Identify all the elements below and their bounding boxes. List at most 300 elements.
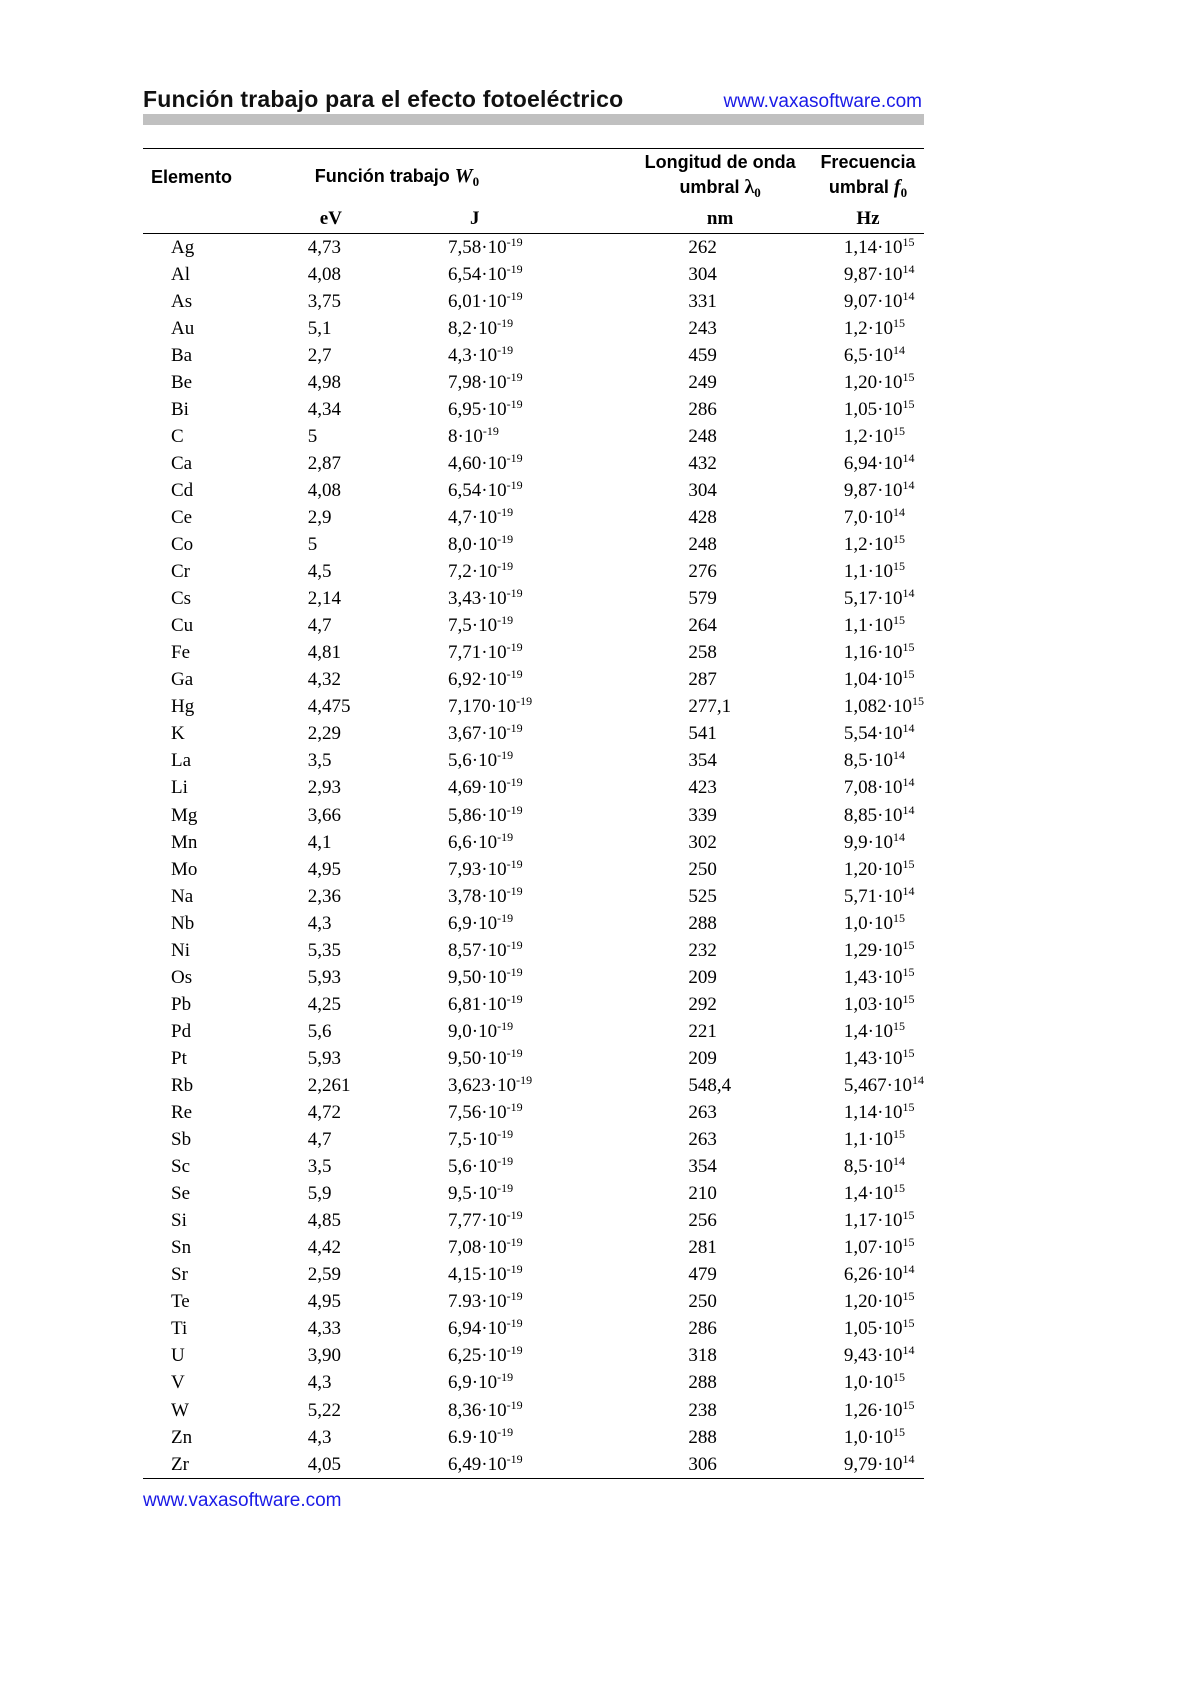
- frequency-exponent: 15: [912, 694, 924, 709]
- joules-mantissa: 8·10: [448, 425, 483, 447]
- cell-joules: [448, 423, 628, 450]
- cell-wavelength: 579: [688, 588, 717, 610]
- header-lambda-sub: 0: [754, 184, 761, 200]
- cell-element: Sb: [171, 1129, 192, 1151]
- cell-ev: 4,7: [307, 615, 332, 637]
- cell-wavelength: 548,4: [688, 1074, 732, 1096]
- table-row: [143, 910, 924, 937]
- joules-exponent: -19: [506, 1262, 523, 1277]
- cell-frequency: [812, 1154, 924, 1181]
- cell-wavelength: 304: [688, 479, 717, 501]
- frequency-mantissa: 1,43·10: [843, 966, 903, 988]
- cell-ev: 5,1: [307, 317, 332, 339]
- frequency-exponent: 15: [893, 910, 905, 925]
- frequency-mantissa: 6,26·10: [843, 1264, 903, 1286]
- table-row: [143, 1208, 924, 1235]
- cell-ev: 4,73: [307, 236, 342, 258]
- frequency-exponent: 14: [902, 586, 915, 601]
- cell-frequency: [812, 748, 924, 775]
- header-work-sub: 0: [472, 173, 480, 189]
- cell-wavelength: 541: [688, 723, 717, 745]
- joules-mantissa: 8,0·10: [448, 534, 498, 556]
- joules-exponent: -19: [506, 1316, 523, 1331]
- cell-element: Ba: [171, 344, 193, 366]
- cell-frequency: [812, 369, 924, 396]
- cell-element: Co: [171, 534, 194, 556]
- table-row: [143, 667, 924, 694]
- cell-wavelength: 354: [688, 1156, 717, 1178]
- joules-mantissa: 3,67·10: [448, 723, 507, 745]
- cell-frequency: [812, 261, 924, 288]
- site-link-top[interactable]: www.vaxasoftware.com: [723, 91, 922, 112]
- cell-ev: 5,93: [307, 966, 342, 988]
- cell-frequency: [812, 1451, 924, 1479]
- table-row: [143, 748, 924, 775]
- frequency-exponent: 14: [902, 477, 915, 492]
- work-function-table: [143, 148, 924, 1479]
- joules-exponent: -19: [506, 802, 523, 817]
- cell-element: W: [171, 1399, 189, 1421]
- table-row: [143, 1127, 924, 1154]
- cell-wavelength: 250: [688, 1291, 717, 1313]
- cell-wavelength: 286: [688, 1318, 717, 1340]
- joules-exponent: -19: [506, 667, 523, 682]
- cell-joules: [448, 910, 628, 937]
- cell-element: Mo: [171, 858, 198, 880]
- cell-wavelength: 318: [688, 1345, 717, 1367]
- joules-mantissa: 3,623·10: [448, 1074, 517, 1096]
- table-row: [143, 1424, 924, 1451]
- joules-mantissa: 6,01·10: [448, 290, 507, 312]
- page-title: Función trabajo para el efecto fotoeléctrico: [143, 86, 624, 112]
- joules-exponent: -19: [497, 613, 514, 628]
- table-row: [143, 964, 924, 991]
- frequency-mantissa: 1,0·10: [843, 1372, 893, 1394]
- frequency-exponent: 15: [902, 1289, 915, 1304]
- cell-frequency: [812, 1424, 924, 1451]
- table-row: [143, 640, 924, 667]
- cell-element: Se: [171, 1183, 190, 1205]
- cell-joules: [448, 1262, 628, 1289]
- frequency-mantissa: 6,5·10: [843, 344, 893, 366]
- joules-exponent: -19: [497, 1127, 514, 1142]
- joules-mantissa: 8,2·10: [448, 317, 498, 339]
- frequency-exponent: 15: [902, 234, 915, 249]
- joules-mantissa: 6,9·10: [448, 912, 498, 934]
- frequency-mantissa: 1,0·10: [843, 912, 893, 934]
- cell-joules: [448, 504, 628, 531]
- cell-joules: [448, 1127, 628, 1154]
- cell-ev: 5: [307, 425, 318, 447]
- joules-mantissa: 8,36·10: [448, 1399, 507, 1421]
- joules-exponent: -19: [497, 504, 514, 519]
- cell-element: Pb: [171, 993, 192, 1015]
- frequency-exponent: 15: [902, 396, 915, 411]
- joules-exponent: -19: [506, 586, 523, 601]
- unit-element: [143, 205, 300, 234]
- cell-joules: [448, 937, 628, 964]
- cell-ev: 5,35: [307, 939, 342, 961]
- cell-joules: [448, 559, 628, 586]
- cell-wavelength: 432: [688, 452, 717, 474]
- cell-frequency: [812, 937, 924, 964]
- cell-frequency: [812, 423, 924, 450]
- cell-frequency: [812, 315, 924, 342]
- cell-frequency: [812, 586, 924, 613]
- frequency-mantissa: 8,5·10: [843, 750, 893, 772]
- cell-frequency: [812, 1100, 924, 1127]
- cell-joules: [448, 396, 628, 423]
- table-row: [143, 991, 924, 1018]
- joules-exponent: -19: [506, 234, 523, 249]
- frequency-mantissa: 5,71·10: [843, 885, 903, 907]
- frequency-exponent: 14: [893, 1154, 905, 1169]
- frequency-exponent: 15: [902, 1045, 915, 1060]
- cell-joules: [448, 1343, 628, 1370]
- cell-frequency: [812, 1018, 924, 1045]
- header-lambda-symbol: λ: [744, 175, 755, 198]
- cell-ev: 4,3: [307, 912, 332, 934]
- cell-frequency: [812, 1235, 924, 1262]
- frequency-mantissa: 9,87·10: [843, 479, 903, 501]
- cell-element: Pd: [171, 1020, 192, 1042]
- cell-ev: 4,95: [307, 1291, 342, 1313]
- frequency-exponent: 14: [902, 450, 915, 465]
- cell-element: Hg: [171, 696, 195, 718]
- cell-wavelength: 288: [688, 1372, 717, 1394]
- header-work-function: [300, 149, 629, 206]
- frequency-exponent: 14: [893, 829, 905, 844]
- cell-joules: [448, 1289, 628, 1316]
- frequency-mantissa: 1,05·10: [843, 398, 903, 420]
- cell-ev: 3,90: [307, 1345, 342, 1367]
- table-row: [143, 829, 924, 856]
- frequency-exponent: 14: [893, 342, 905, 357]
- frequency-exponent: 14: [912, 1072, 924, 1087]
- table-row: [143, 1451, 924, 1479]
- joules-mantissa: 6,94·10: [448, 1318, 507, 1340]
- frequency-exponent: 15: [902, 964, 915, 979]
- cell-ev: 4,7: [307, 1129, 332, 1151]
- cell-wavelength: 262: [688, 236, 717, 258]
- joules-mantissa: 6,25·10: [448, 1345, 507, 1367]
- joules-mantissa: 5,6·10: [448, 1156, 498, 1178]
- cell-wavelength: 210: [688, 1183, 717, 1205]
- cell-wavelength: 263: [688, 1129, 717, 1151]
- cell-element: Rb: [171, 1074, 194, 1096]
- cell-element: Bi: [171, 398, 189, 420]
- frequency-exponent: 15: [902, 667, 915, 682]
- frequency-exponent: 14: [902, 1343, 915, 1358]
- joules-exponent: -19: [506, 1289, 523, 1304]
- header-frequency-label: umbral: [828, 176, 889, 197]
- cell-frequency: [812, 1127, 924, 1154]
- joules-exponent: -19: [497, 1370, 514, 1385]
- table-row: [143, 315, 924, 342]
- cell-wavelength: 479: [688, 1264, 717, 1286]
- table-row: [143, 234, 924, 262]
- cell-element: Te: [171, 1291, 190, 1313]
- cell-frequency: [812, 342, 924, 369]
- cell-ev: 2,29: [307, 723, 342, 745]
- joules-mantissa: 7,58·10: [448, 236, 507, 258]
- frequency-exponent: 14: [902, 775, 915, 790]
- cell-element: Ti: [171, 1318, 188, 1340]
- frequency-mantissa: 8,85·10: [843, 804, 903, 826]
- joules-exponent: -19: [506, 450, 523, 465]
- frequency-exponent: 14: [902, 883, 915, 898]
- cell-frequency: [812, 694, 924, 721]
- cell-joules: [448, 613, 628, 640]
- cell-element: Os: [171, 966, 193, 988]
- cell-element: Ce: [171, 506, 193, 528]
- joules-exponent: -19: [497, 748, 514, 763]
- joules-mantissa: 7,2·10: [448, 561, 498, 583]
- frequency-mantissa: 1,17·10: [843, 1210, 903, 1232]
- cell-ev: 4,05: [300, 1451, 448, 1479]
- frequency-exponent: 15: [902, 937, 915, 952]
- cell-ev: 4,08: [307, 263, 342, 285]
- joules-exponent: -19: [506, 1208, 523, 1223]
- frequency-exponent: 14: [902, 721, 915, 736]
- joules-mantissa: 8,57·10: [448, 939, 507, 961]
- cell-element: V: [171, 1372, 185, 1394]
- cell-wavelength: 288: [688, 912, 717, 934]
- frequency-mantissa: 1,0·10: [843, 1426, 893, 1448]
- frequency-mantissa: 1,43·10: [843, 1047, 903, 1069]
- frequency-exponent: 15: [893, 1018, 905, 1033]
- joules-mantissa: 9,50·10: [448, 1047, 507, 1069]
- cell-joules: [448, 532, 628, 559]
- cell-ev: 4,42: [307, 1237, 342, 1259]
- frequency-exponent: 14: [902, 261, 915, 276]
- joules-mantissa: 7,5·10: [448, 615, 498, 637]
- cell-frequency: [812, 1208, 924, 1235]
- cell-wavelength: 277,1: [688, 696, 732, 718]
- table-row: [143, 937, 924, 964]
- table-row: [143, 883, 924, 910]
- frequency-exponent: 14: [902, 1451, 915, 1466]
- frequency-mantissa: 1,16·10: [843, 642, 903, 664]
- joules-mantissa: 7,98·10: [448, 371, 507, 393]
- cell-joules: [448, 1397, 628, 1424]
- cell-wavelength: 354: [688, 750, 717, 772]
- cell-joules: [448, 829, 628, 856]
- cell-frequency: [812, 1370, 924, 1397]
- cell-element: K: [171, 723, 185, 745]
- cell-ev: 4,1: [307, 831, 332, 853]
- cell-frequency: [812, 450, 924, 477]
- joules-exponent: -19: [506, 856, 523, 871]
- joules-exponent: -19: [506, 477, 523, 492]
- frequency-mantissa: 1,26·10: [843, 1399, 903, 1421]
- frequency-exponent: 15: [893, 559, 905, 574]
- table-row: [143, 1262, 924, 1289]
- joules-mantissa: 6,92·10: [448, 669, 507, 691]
- cell-frequency: [812, 1072, 924, 1099]
- frequency-exponent: 15: [893, 315, 905, 330]
- cell-element: Ni: [171, 939, 190, 961]
- cell-wavelength: 288: [688, 1426, 717, 1448]
- frequency-exponent: 15: [893, 1181, 905, 1196]
- joules-exponent: -19: [482, 423, 499, 438]
- cell-joules: [448, 1424, 628, 1451]
- joules-exponent: -19: [506, 721, 523, 736]
- table-row: [143, 1018, 924, 1045]
- frequency-mantissa: 5,467·10: [843, 1074, 912, 1096]
- joules-mantissa: 4,3·10: [448, 344, 498, 366]
- table-units-row: [143, 205, 924, 234]
- frequency-exponent: 14: [902, 288, 915, 303]
- header-work-function-label: Función trabajo: [314, 165, 450, 186]
- frequency-mantissa: 7,0·10: [843, 506, 893, 528]
- joules-exponent: -19: [506, 883, 523, 898]
- cell-joules: [448, 991, 628, 1018]
- joules-exponent: -19: [506, 288, 523, 303]
- cell-joules: [448, 640, 628, 667]
- cell-wavelength: 302: [688, 831, 717, 853]
- frequency-exponent: 15: [902, 1397, 915, 1412]
- unit-j: J: [448, 205, 628, 234]
- cell-wavelength: 221: [688, 1020, 717, 1042]
- site-link-bottom[interactable]: www.vaxasoftware.com: [143, 1490, 342, 1511]
- table-row: [143, 532, 924, 559]
- cell-wavelength: 256: [688, 1210, 717, 1232]
- cell-wavelength: 423: [688, 777, 717, 799]
- table-row: [143, 802, 924, 829]
- cell-joules: [448, 369, 628, 396]
- cell-joules: [448, 1181, 628, 1208]
- cell-joules: [448, 315, 628, 342]
- frequency-mantissa: 1,05·10: [843, 1318, 903, 1340]
- frequency-mantissa: 1,1·10: [843, 561, 893, 583]
- joules-mantissa: 4,7·10: [448, 506, 498, 528]
- cell-frequency: [812, 1045, 924, 1072]
- cell-ev: 4,98: [307, 371, 342, 393]
- frequency-mantissa: 1,29·10: [843, 939, 903, 961]
- cell-wavelength: 276: [688, 561, 717, 583]
- joules-mantissa: 6,49·10: [448, 1453, 507, 1475]
- joules-mantissa: 6,9·10: [448, 1372, 498, 1394]
- joules-mantissa: 6,95·10: [448, 398, 507, 420]
- joules-mantissa: 6,6·10: [448, 831, 498, 853]
- cell-element: Na: [171, 885, 194, 907]
- table-row: [143, 559, 924, 586]
- joules-exponent: -19: [497, 1424, 514, 1439]
- table-row: [143, 477, 924, 504]
- table-row: [143, 369, 924, 396]
- cell-wavelength: 264: [688, 615, 717, 637]
- cell-joules: [448, 261, 628, 288]
- cell-ev: 4,81: [307, 642, 342, 664]
- frequency-mantissa: 1,2·10: [843, 317, 893, 339]
- cell-wavelength: 428: [688, 506, 717, 528]
- cell-joules: [448, 1100, 628, 1127]
- cell-frequency: [812, 721, 924, 748]
- cell-element: Ca: [171, 452, 193, 474]
- cell-wavelength: 287: [688, 669, 717, 691]
- joules-mantissa: 5,6·10: [448, 750, 498, 772]
- cell-joules: [448, 1235, 628, 1262]
- joules-exponent: -19: [506, 261, 523, 276]
- cell-joules: [448, 1045, 628, 1072]
- joules-exponent: -19: [506, 1100, 523, 1115]
- joules-mantissa: 5,86·10: [448, 804, 507, 826]
- cell-ev: 4,475: [307, 696, 351, 718]
- cell-joules: [448, 1370, 628, 1397]
- cell-ev: 4,3: [307, 1372, 332, 1394]
- frequency-exponent: 15: [893, 1370, 905, 1385]
- joules-exponent: -19: [506, 640, 523, 655]
- joules-mantissa: 4,69·10: [448, 777, 507, 799]
- joules-mantissa: 4,60·10: [448, 452, 507, 474]
- joules-exponent: -19: [497, 829, 514, 844]
- cell-wavelength: 304: [688, 263, 717, 285]
- frequency-mantissa: 9,07·10: [843, 290, 903, 312]
- cell-frequency: [812, 640, 924, 667]
- joules-mantissa: 6.9·10: [448, 1426, 498, 1448]
- cell-frequency: [812, 1343, 924, 1370]
- cell-frequency: [812, 991, 924, 1018]
- cell-wavelength: 286: [688, 398, 717, 420]
- cell-element: C: [171, 425, 184, 447]
- table-row: [143, 613, 924, 640]
- joules-exponent: -19: [516, 694, 533, 709]
- frequency-exponent: 15: [893, 423, 905, 438]
- cell-element: Be: [171, 371, 193, 393]
- title-underline-bar: [143, 114, 924, 125]
- cell-ev: 4,33: [307, 1318, 342, 1340]
- frequency-mantissa: 1,04·10: [843, 669, 903, 691]
- frequency-exponent: 15: [902, 369, 915, 384]
- frequency-exponent: 15: [902, 640, 915, 655]
- cell-joules: [448, 694, 628, 721]
- joules-mantissa: 9,50·10: [448, 966, 507, 988]
- cell-ev: 4,08: [307, 479, 342, 501]
- table-row: [143, 288, 924, 315]
- title-row: [143, 86, 924, 114]
- joules-mantissa: 7,170·10: [448, 696, 517, 718]
- cell-wavelength: 459: [688, 344, 717, 366]
- cell-frequency: [812, 396, 924, 423]
- table-row: [143, 1370, 924, 1397]
- cell-element: As: [171, 290, 193, 312]
- unit-nm: nm: [628, 205, 812, 234]
- table-header-row: [143, 149, 924, 206]
- frequency-exponent: 14: [893, 504, 905, 519]
- table-row: [143, 1289, 924, 1316]
- cell-wavelength: 243: [688, 317, 717, 339]
- cell-ev: 3,75: [307, 290, 342, 312]
- frequency-exponent: 15: [902, 856, 915, 871]
- cell-element: Nb: [171, 912, 195, 934]
- cell-ev: 2,7: [307, 344, 332, 366]
- cell-element: Mn: [171, 831, 198, 853]
- cell-joules: [448, 1316, 628, 1343]
- header-frequency: [812, 149, 924, 206]
- frequency-exponent: 14: [902, 802, 915, 817]
- cell-element: Fe: [171, 642, 190, 664]
- table-row: [143, 1045, 924, 1072]
- unit-ev: eV: [300, 205, 448, 234]
- frequency-mantissa: 1,20·10: [843, 1291, 903, 1313]
- cell-element: Al: [171, 263, 190, 285]
- cell-wavelength: 292: [688, 993, 717, 1015]
- cell-element: Sc: [171, 1156, 190, 1178]
- cell-ev: 4,25: [307, 993, 342, 1015]
- cell-joules: [448, 802, 628, 829]
- cell-element: Cu: [171, 615, 194, 637]
